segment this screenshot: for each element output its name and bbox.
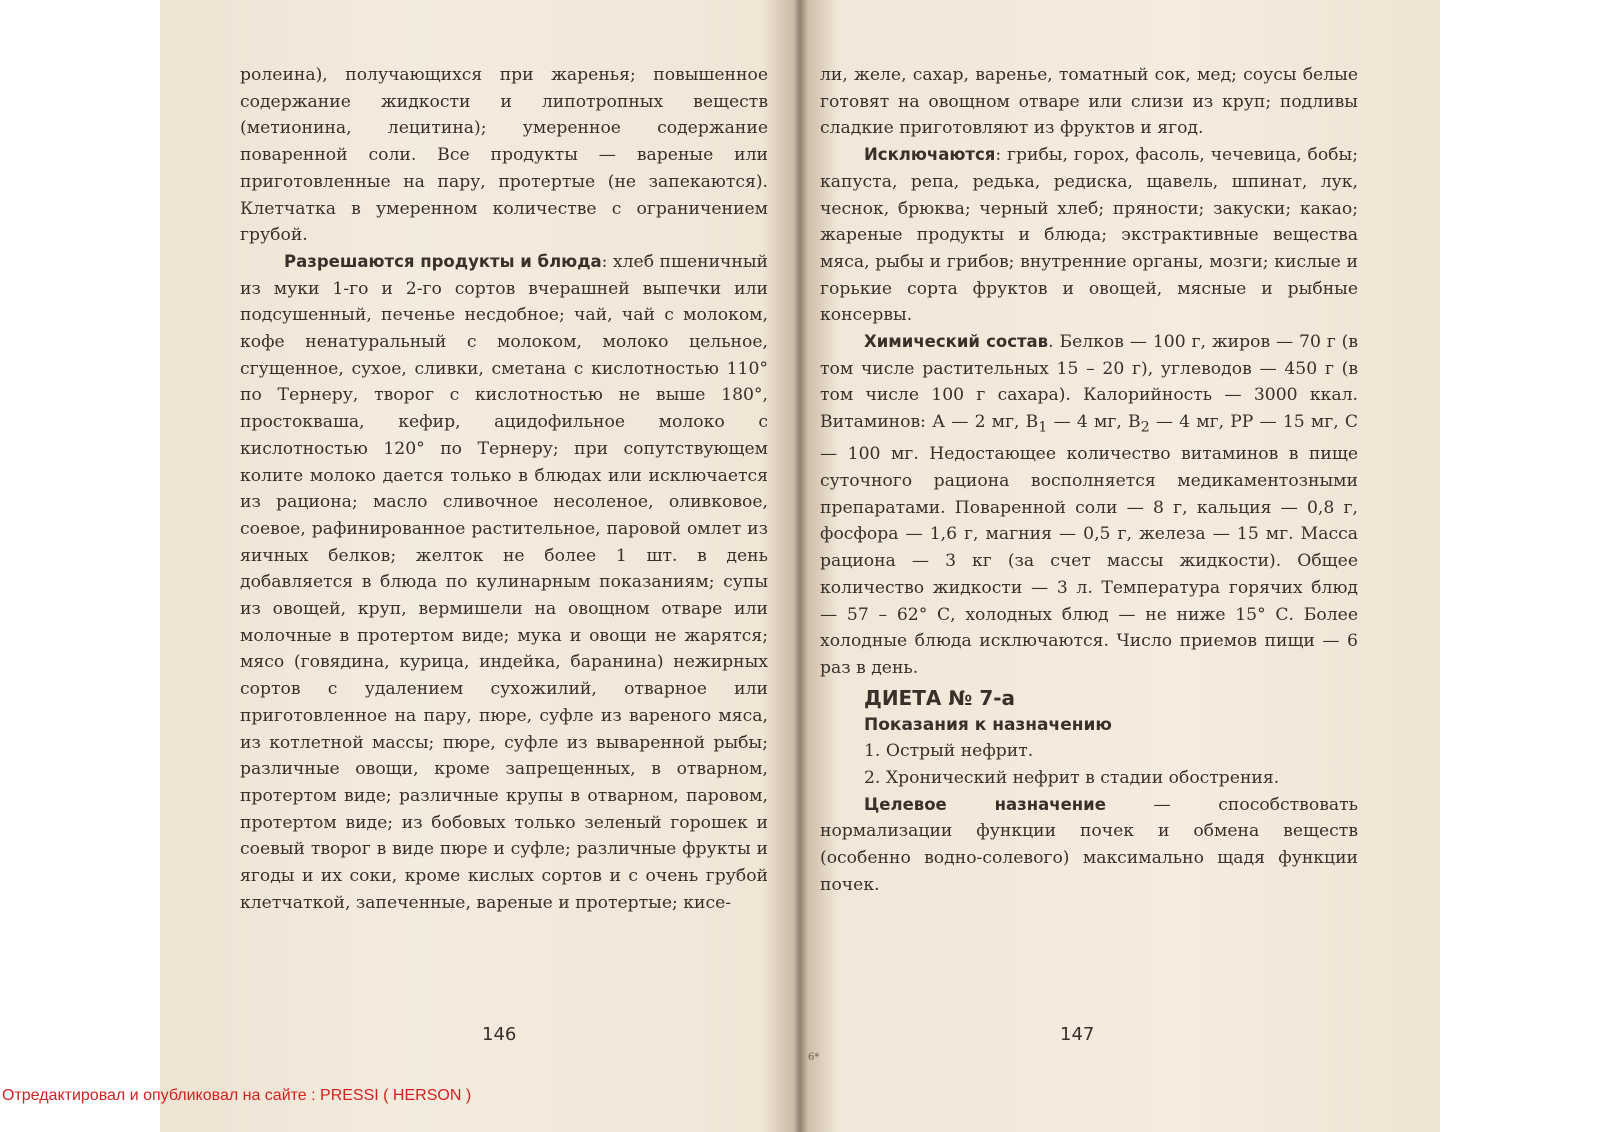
chemistry-label: Химический состав [864, 332, 1049, 352]
signature-mark: 6* [808, 1052, 820, 1063]
left-paragraph-allowed [240, 249, 768, 917]
right-paragraph-purpose [820, 792, 1358, 899]
excluded-label: Исключаются [864, 145, 996, 165]
right-paragraph-1: ли, желе, сахар, варенье, томатный сок, мед; соусы белые готовят на овощном отваре или слизи из круп; подливы сладкие приготовляют из фруктов и ягод. [820, 65, 1358, 139]
allowed-text: : хлеб пшеничный из муки 1-го и 2-го сортов вчерашней выпечки или подсушенный, печенье несдобное; чай, чай с молоком, кофе ненатуральный с молоком, молоко цельное, сгущенное, сухое, сливки, сметана с кислотностью 110° по Тернеру, творог с кислотностью не выше 180°, простокваша, кефир, ацидофильное молоко с кислотностью 120° по Тернеру; при сопутствующем колите молоко дается только в блюдах или исключается из рациона; масло сливочное несоленое, оливковое, соевое, рафинированное растительное, паровой омлет из яичных белков; желток не более 1 шт. в день добавляется в блюда по кулинарным показаниям; супы из овощей, круп, вермишели на овощном отваре или молочные в протертом виде; мука и овощи не жарятся; мясо (говядина, курица, индейка, баранина) нежирных сортов с удалением сухожилий, отварное или приготовленное на пару, пюре, суфле из вареного мяса, из котлетной массы; пюре, суфле из вываренной рыбы; различные овощи, кроме запрещенных, в отварном, протертом виде; различные крупы в отварном, паровом, протертом виде; из бобовых только зеленый горошек и соевый творог в виде пюре и суфле; различные фрукты и ягоды и их соки, кроме кислых сортов и с очень грубой клетчаткой, запеченные, вареные и протертые; кисе- [240, 251, 768, 913]
chemistry-text-b: — 4 мг, В [1047, 412, 1141, 433]
diet-heading: ДИЕТА № 7-а [864, 685, 1016, 710]
right-paragraph-chemistry [820, 329, 1358, 682]
allowed-label: Разрешаются продукты и блюда [284, 251, 602, 271]
chemistry-text-c: — 4 мг, РР — 15 мг, С — 100 мг. Недостающее количество витаминов в пище суточного рациона восполняется медикаментозными препаратами. Поваренной соли — 8 г, кальция — 0,8 г, фосфора — 1,6 г, магния — 0,5 г, железа — 15 мг. Масса рациона — 3 кг (за счет массы жидкости). Общее количество жидкости — 3 л. Температура горячих блюд — 57 – 62° С, холодных блюд — не ниже 15° С. Более холодные блюда исключаются. Число приемов пищи — 6 раз в день. [820, 412, 1358, 678]
chemistry-text-a: . Белков — 100 г, жиров — 70 г (в том числе растительных 15 – 20 г), углеводов — 450 г (в том числе 100 г сахара). Калорийность — 3000 ккал. Витаминов: А — 2 мг, В [820, 332, 1359, 433]
vitamin-b2-subscript: 2 [1140, 419, 1150, 436]
left-page [240, 62, 768, 917]
book-spread-scan [160, 0, 1440, 1132]
indication-item-2: 2. Хронический нефрит в стадии обострения. [864, 768, 1280, 789]
right-page [820, 62, 1358, 899]
page-number-right: 147 [1060, 1024, 1095, 1045]
purpose-text: — способствовать нормализации функции почек и обмена веществ (особенно водно-солевого) максимально щадя функции почек. [820, 794, 1358, 895]
page-number-left: 146 [482, 1024, 517, 1045]
excluded-text: : грибы, горох, фасоль, чечевица, бобы; капуста, репа, редька, редиска, щавель, шпинат, лук, чеснок, брюква; черный хлеб; пряности; закуски; какао; жареные продукты и блюда; экстрактивные вещества мяса, рыбы и грибов; внутренние органы, мозги; кислые и горькие сорта фруктов и овощей, мясные и рыбные консервы. [820, 145, 1358, 326]
right-paragraph-excluded [820, 142, 1358, 329]
vitamin-b1-subscript: 1 [1038, 419, 1048, 436]
indication-item-1: 1. Острый нефрит. [864, 741, 1034, 762]
publisher-footer-note: Отредактировал и опубликовал на сайте : PRESSI ( HERSON ) [2, 1087, 472, 1104]
left-paragraph-1: ролеина), получающихся при жаренья; повышенное содержание жидкости и липотропных веществ (метионина, лецитина); умеренное содержание поваренной соли. Все продукты — вареные или приготовленные на пару, протертые (не запекаются). Клетчатка в умеренном количестве с ограничением грубой. [240, 65, 768, 246]
indications-heading: Показания к назначению [864, 714, 1112, 735]
purpose-label: Целевое назначение [864, 794, 1106, 814]
